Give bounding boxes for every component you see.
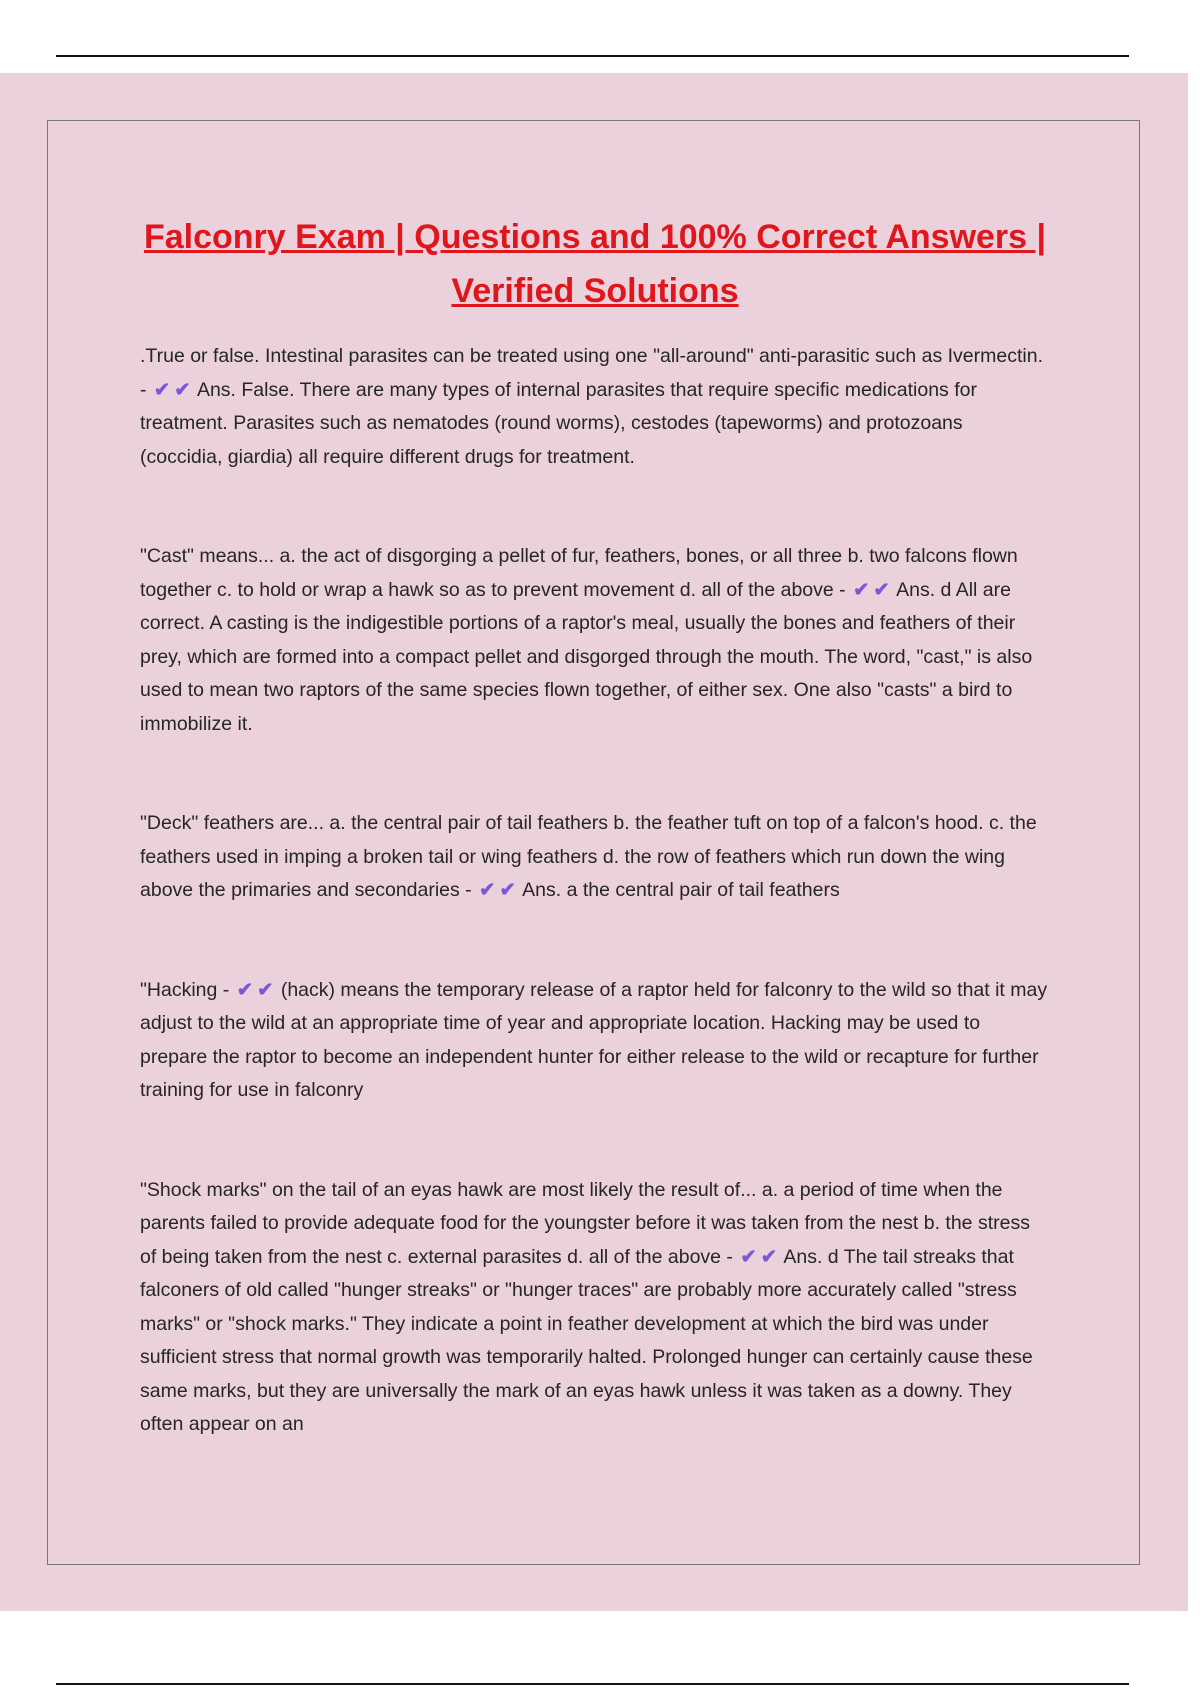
check-icon: ✔ <box>479 879 496 901</box>
question-text: .True or false. Intestinal parasites can be treated using one "all-around" anti-parasitic such as Ivermectin. - <box>140 345 1043 401</box>
top-rule <box>56 55 1129 57</box>
bottom-rule <box>56 1683 1129 1685</box>
check-icon: ✔ <box>257 978 274 1001</box>
qa-entry-3 <box>140 807 1050 908</box>
question-text: "Hacking - <box>140 978 230 1001</box>
answer-text: Ans. d All are correct. A casting is the indigestible portions of a raptor's meal, usually the bones and feathers of their prey, which are formed into a compact pellet and disgorged through the mouth. The word, "cast," is also used to mean two raptors of the same species flown together, of either sex. One also "casts" a bird to immobilize it. <box>140 578 1033 735</box>
question-text: "Deck" feathers are... a. the central pair of tail feathers b. the feather tuft on top of a falcon's hood. c. the feathers used in imping a broken tail or wing feathers d. the row of feathers which run down the wing above the primaries and secondaries - <box>140 812 1037 901</box>
answer-text: Ans. False. There are many types of internal parasites that require specific medications for treatment. Parasites such as nematodes (round worms), cestodes (tapeworms) and protozoans (coccidia, giardia) all require different drugs for treatment. <box>140 378 977 468</box>
document-title: Falconry Exam | Questions and 100% Correct Answers | Verified Solutions <box>143 218 1047 310</box>
check-icon: ✔ <box>853 578 870 601</box>
question-text: "Shock marks" on the tail of an eyas hawk are most likely the result of... a. a period of time when the parents failed to provide adequate food for the youngster before it was taken from the nest b. the stress of being taken from the nest c. external parasites d. all of the above - <box>140 1178 1030 1268</box>
check-icon: ✔ <box>153 378 171 401</box>
qa-entry-1 <box>140 340 1050 474</box>
answer-text: (hack) means the temporary release of a raptor held for falconry to the wild so that it may adjust to the wild at an appropriate time of year and appropriate location. Hacking may be used to prepare the raptor to become an independent hunter for either release to the wild or recapture for further training for use in falconry <box>140 978 1048 1101</box>
qa-entry-5 <box>140 1174 1050 1442</box>
answer-text: Ans. d The tail streaks that falconers of old called "hunger streaks" or "hunger traces" are probably more accurately called "stress marks" or "shock marks." They indicate a point in feather development at which the bird was under sufficient stress that normal growth was temporarily halted. Prolonged hunger can certainly cause these same marks, but they are universally the mark of an eyas hawk unless it was taken as a downy. They often appear on an <box>140 1245 1033 1435</box>
check-icon: ✔ <box>499 879 516 901</box>
check-icon: ✔ <box>873 578 890 601</box>
document-body <box>140 210 1050 1508</box>
check-icon: ✔ <box>740 1245 757 1268</box>
qa-entry-4 <box>140 974 1050 1108</box>
check-icon: ✔ <box>236 978 254 1001</box>
check-icon: ✔ <box>174 378 191 401</box>
qa-entry-2 <box>140 540 1050 741</box>
answer-text: Ans. a the central pair of tail feathers <box>522 879 840 901</box>
question-text: "Cast" means... a. the act of disgorging a pellet of fur, feathers, bones, or all three b. two falcons flown together c. to hold or wrap a hawk so as to prevent movement d. all of the above - <box>140 545 1018 601</box>
check-icon: ✔ <box>760 1245 778 1268</box>
